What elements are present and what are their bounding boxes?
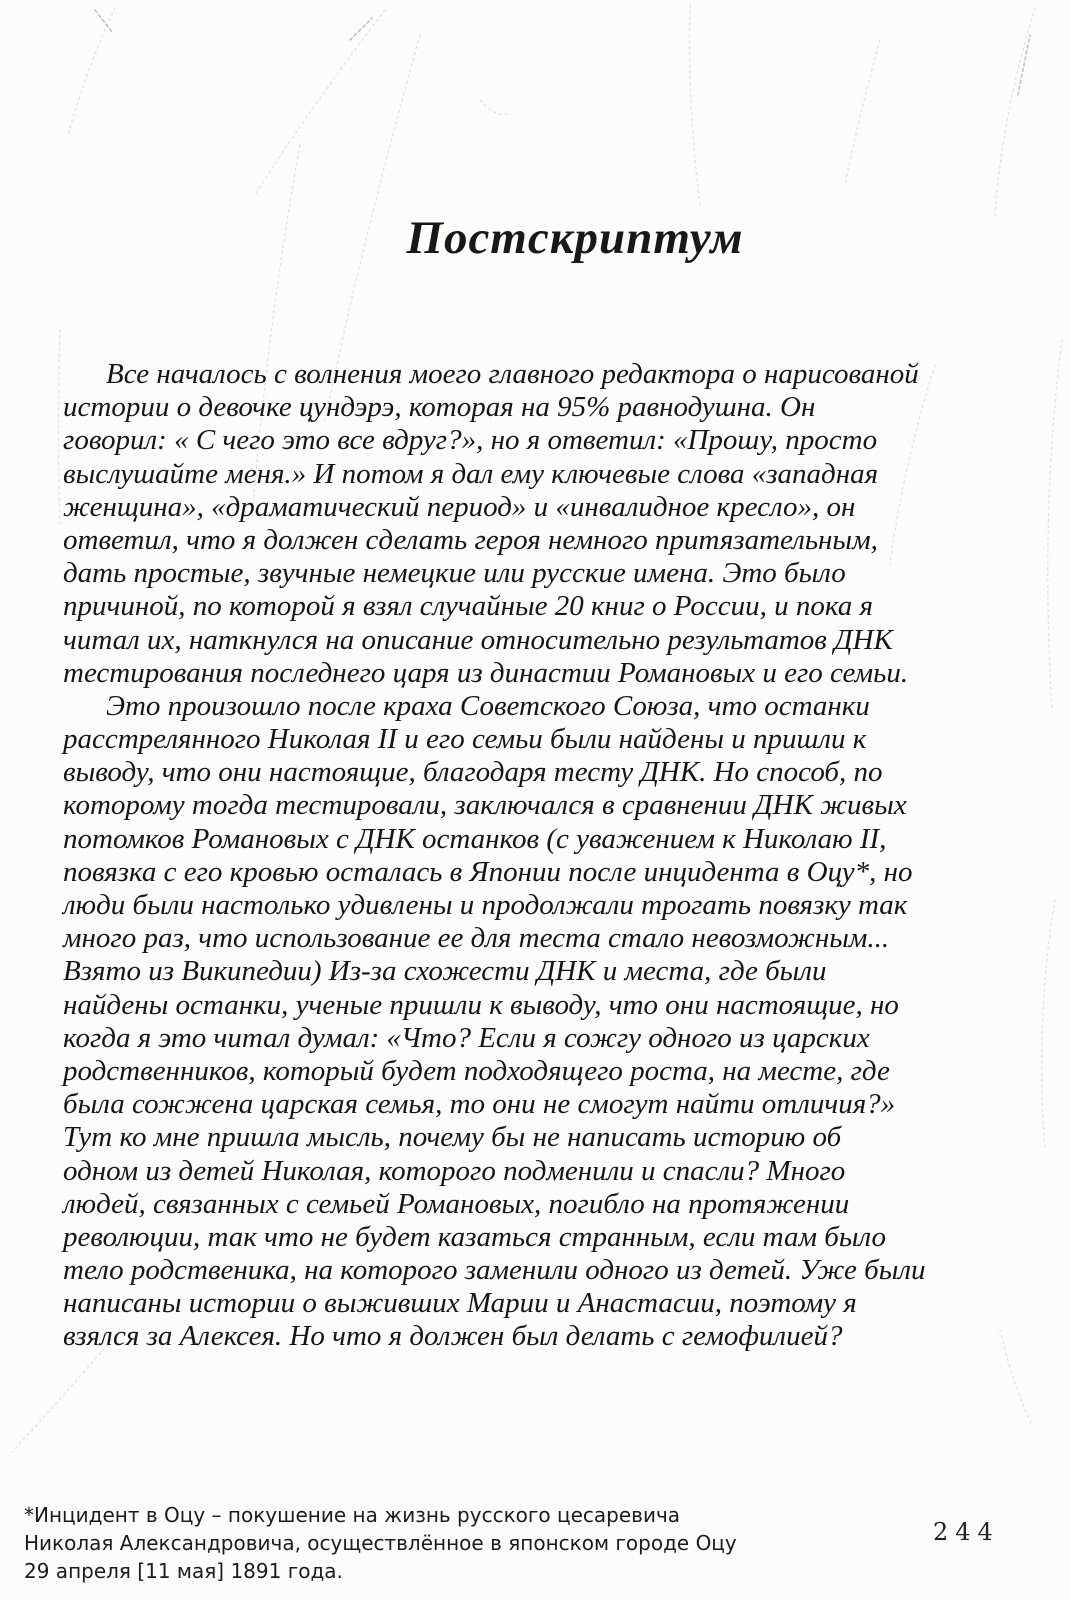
text-line: много раз, что использование ее для теста стало невозможным... <box>63 922 890 955</box>
footnote-line: 29 апреля [11 мая] 1891 года. <box>24 1559 343 1583</box>
page-number: 244 <box>933 1518 1000 1546</box>
text-line: расстрелянного Николая II и его семьи были найдены и пришли к <box>63 723 867 756</box>
text-line: людей, связанных с семьей Романовых, погибло на протяжении <box>63 1187 850 1220</box>
body-text <box>63 358 1032 1354</box>
text-line: говорил: « С чего это все вдруг?», но я ответил: «Прошу, просто <box>63 424 878 457</box>
chapter-title: Постскриптум <box>406 212 744 264</box>
text-line: написаны истории о выживших Марии и Анастасии, поэтому я <box>63 1287 857 1320</box>
text-line: Все началось с волнения моего главного редактора о нарисованой <box>106 358 919 390</box>
text-line: тело родственика, на которого заменили одного из детей. Уже были <box>63 1254 926 1287</box>
text-line: ответил, что я должен сделать героя немного притязательным, <box>63 523 878 556</box>
text-line: люди были настолько удивлены и продолжали трогать повязку так <box>63 889 908 921</box>
text-line: найдены останки, ученые пришли к выводу, что они настоящие, но <box>63 988 899 1021</box>
text-line: взялся за Алексея. Но что я должен был делать с гемофилией? <box>63 1320 843 1353</box>
text-line: тестирования последнего царя из династии Романовых и его семьи. <box>63 656 909 689</box>
text-line: истории о девочке цундэрэ, которая на 95% равнодушна. Он <box>63 391 816 424</box>
text-line: Тут ко мне пришла мысль, почему бы не написать историю об <box>63 1121 842 1154</box>
text-line: выводу, что они настоящие, благодаря тесту ДНК. Но способ, по <box>63 756 883 789</box>
text-line: причиной, по которой я взял случайные 20 книг о России, и пока я <box>63 590 873 623</box>
text-line: была сожжена царская семья, то они не смогут найти отличия?» <box>63 1088 896 1121</box>
text-line: когда я это читал думал: «Что? Если я сожгу одного из царских <box>63 1021 870 1054</box>
footnote <box>24 1501 737 1585</box>
text-line: одном из детей Николая, которого подменили и спасли? Много <box>63 1154 846 1187</box>
text-line: повязка с его кровью осталась в Японии после инцидента в Оцу*, но <box>63 855 913 888</box>
footnote-line: *Инцидент в Оцу – покушение на жизнь русского цесаревича <box>24 1503 681 1527</box>
text-line: выслушайте меня.» И потом я дал ему ключевые слова «западная <box>63 457 879 490</box>
text-line: дать простые, звучные немецкие или русские имена. Это было <box>63 557 846 590</box>
text-line: читал их, наткнулся на описание относительно результатов ДНК <box>63 623 893 656</box>
text-line: женщина», «драматический период» и «инвалидное кресло», он <box>63 490 856 523</box>
footnote-line: Николая Александровича, осуществлённое в японском городе Оцу <box>24 1531 737 1555</box>
text-line: родственников, который будет подходящего роста, на месте, где <box>63 1054 890 1087</box>
text-line: потомков Романовых с ДНК останков (с уважением к Николаю II, <box>63 822 887 855</box>
text-line: революции, так что не будет казаться странным, если там было <box>63 1220 886 1253</box>
text-line: которому тогда тестировали, заключался в сравнении ДНК живых <box>63 789 907 822</box>
text-line: Это произошло после краха Советского Союза, что останки <box>106 689 870 722</box>
paragraph <box>63 358 1032 690</box>
text-line: Взято из Википедии) Из-за схожести ДНК и места, где были <box>63 955 827 988</box>
paragraph <box>63 690 1032 1354</box>
